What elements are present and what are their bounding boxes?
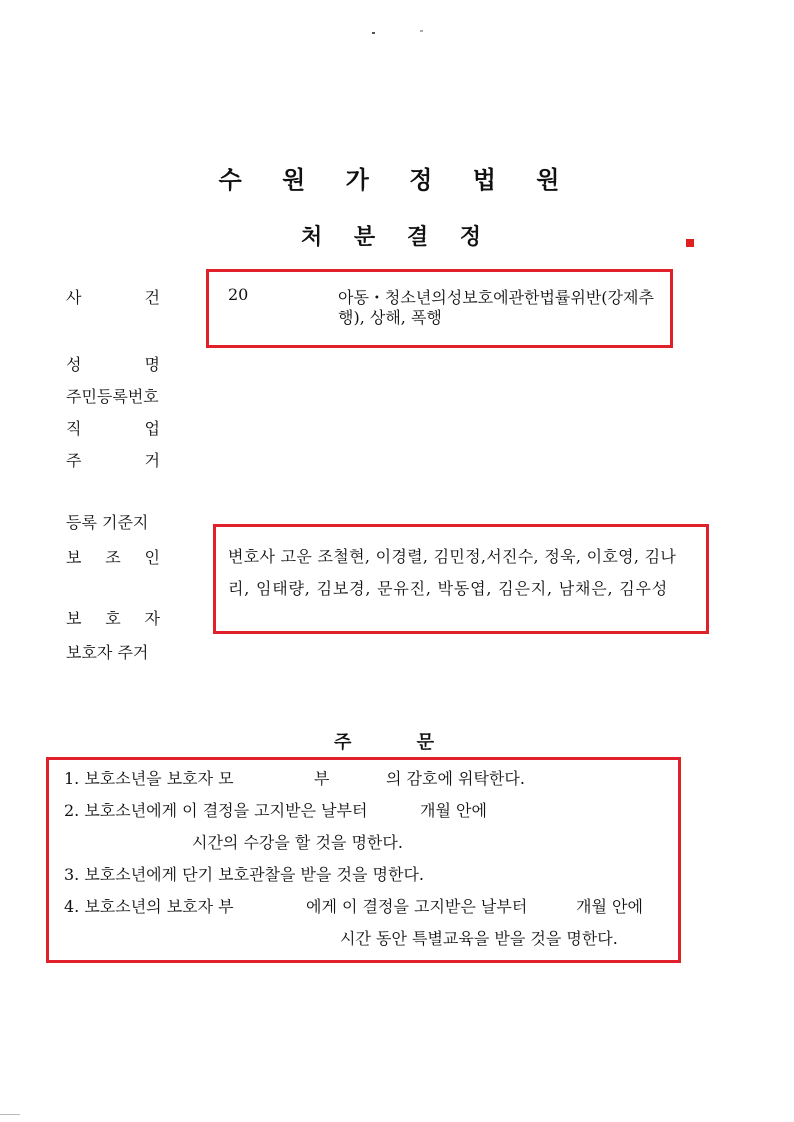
order-item-4-months: 개월 안에 [576,897,643,916]
order-item-4: 4. 보호소년의 보호자 부 [64,897,234,916]
assistant-label: 보 조 인 [66,548,160,567]
job-label: 직 업 [66,419,160,438]
assistant-line1: 변호사 고운 조철현, 이경렬, 김민정,서진수, 정욱, 이호영, 김나 [228,547,677,566]
order-item-1-father: 부 [314,769,330,788]
assistant-line2: 리, 임태량, 김보경, 문유진, 박동엽, 김은지, 남채은, 김우성 [228,579,669,598]
court-name: 수 원 가 정 법 원 [218,165,576,194]
order-item-2-months: 개월 안에 [420,801,487,820]
order-item-4-end: 시간 동안 특별교육을 받을 것을 명한다. [340,929,618,948]
guardian-address-label: 보호자 주거 [66,643,149,662]
order-title: 주 문 [334,732,434,753]
address-label: 주 거 [66,451,160,470]
order-item-1: 1. 보호소년을 보호자 모 [64,769,234,788]
order-item-2: 2. 보호소년에게 이 결정을 고지받은 날부터 [64,801,368,820]
case-label: 사 건 [66,288,160,307]
document-title: 처 분 결 정 [301,224,493,250]
order-item-2-end: 시간의 수강을 할 것을 명한다. [192,833,403,852]
order-item-1-end: 의 감호에 위탁한다. [386,769,525,788]
scan-mark [372,32,375,34]
case-number: 20 [228,285,249,304]
scan-edge-line [0,1114,20,1115]
registry-label: 등록 기준지 [66,513,149,532]
order-item-3: 3. 보호소년에게 단기 보호관찰을 받을 것을 명한다. [64,865,424,884]
guardian-label: 보 호 자 [66,609,160,628]
case-title-line2: 행), 상해, 폭행 [338,308,442,327]
scan-mark [420,30,423,32]
order-item-4-mid: 에게 이 결정을 고지받은 날부터 [306,897,528,916]
case-title-line1: 아동・청소년의성보호에관한법률위반(강제추 [338,288,654,307]
rrn-label: 주민등록번호 [66,387,159,406]
red-marker [686,239,694,247]
name-label: 성 명 [66,355,160,374]
